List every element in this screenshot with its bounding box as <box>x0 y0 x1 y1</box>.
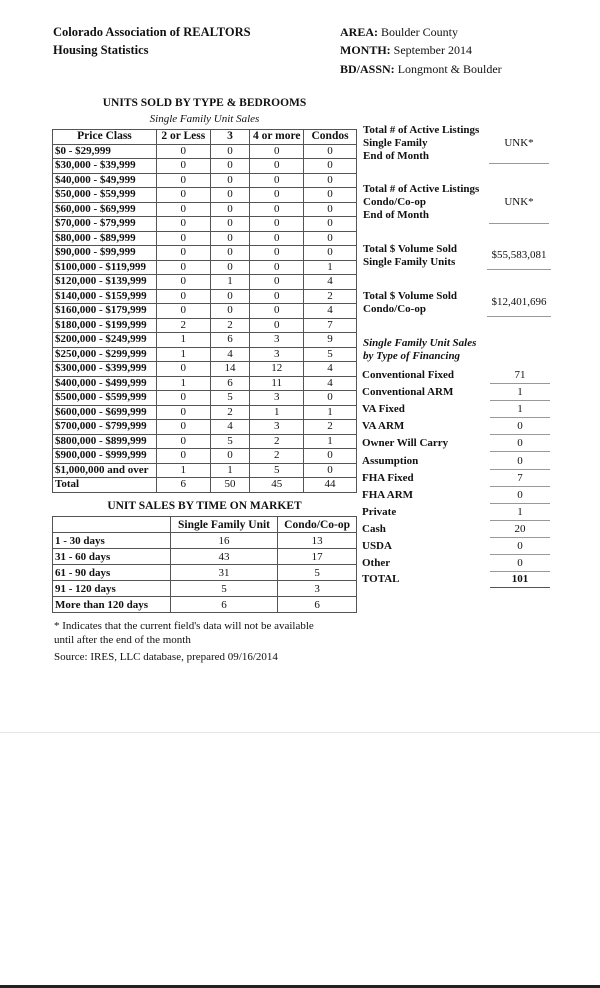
count-cell: 0 <box>210 231 250 246</box>
units-sold-row <box>53 405 357 420</box>
tom-col-blank <box>53 517 171 533</box>
tom-count-cell: 17 <box>278 549 357 565</box>
units-sold-row <box>53 289 357 304</box>
financing-type-label: Cash <box>362 522 386 535</box>
financing-type-label: Conventional ARM <box>362 386 454 399</box>
count-cell: 0 <box>210 202 250 217</box>
active-condo-label-3: End of Month <box>363 209 430 221</box>
count-cell: 3 <box>250 333 304 348</box>
price-class-cell: $40,000 - $49,999 <box>53 173 157 188</box>
count-cell: 0 <box>250 289 304 304</box>
vol-sf-label-2: Single Family Units <box>363 256 456 268</box>
count-cell: 0 <box>304 449 357 464</box>
units-sold-row <box>53 188 357 203</box>
price-class-cell: $0 - $29,999 <box>53 144 157 159</box>
assn-line <box>340 60 502 79</box>
col-4-or-more: 4 or more <box>250 130 304 145</box>
vol-sf-value: $55,583,081 <box>487 249 551 270</box>
count-cell: 4 <box>304 275 357 290</box>
count-cell: 4 <box>304 376 357 391</box>
count-cell: 1 <box>156 347 210 362</box>
count-cell: 4 <box>304 304 357 319</box>
col-price-class: Price Class <box>53 130 157 145</box>
vol-condo-label-2: Condo/Co-op <box>363 303 426 315</box>
price-class-cell: $50,000 - $59,999 <box>53 188 157 203</box>
count-cell: 0 <box>250 202 304 217</box>
price-class-cell: Total <box>53 478 157 493</box>
units-sold-row <box>53 347 357 362</box>
month-value: September 2014 <box>393 43 472 57</box>
count-cell: 0 <box>304 144 357 159</box>
price-class-cell: $60,000 - $69,999 <box>53 202 157 217</box>
col-3: 3 <box>210 130 250 145</box>
financing-count: 71 <box>490 368 550 384</box>
count-cell: 0 <box>156 144 210 159</box>
vol-condo-value: $12,401,696 <box>487 296 551 317</box>
count-cell: 11 <box>250 376 304 391</box>
count-cell: 0 <box>250 246 304 261</box>
count-cell: 0 <box>250 260 304 275</box>
price-class-cell: $100,000 - $119,999 <box>53 260 157 275</box>
tom-row <box>53 533 357 549</box>
tom-range-cell: 91 - 120 days <box>53 581 171 597</box>
count-cell: 0 <box>210 159 250 174</box>
financing-type-label: Other <box>362 557 391 570</box>
count-cell: 0 <box>156 275 210 290</box>
units-sold-row <box>53 202 357 217</box>
count-cell: 1 <box>250 405 304 420</box>
count-cell: 0 <box>156 188 210 203</box>
count-cell: 0 <box>210 449 250 464</box>
financing-count: 0 <box>490 436 550 452</box>
count-cell: 1 <box>210 275 250 290</box>
financing-type-label: Private <box>362 505 397 518</box>
price-class-cell: $30,000 - $39,999 <box>53 159 157 174</box>
tom-count-cell: 6 <box>278 597 357 613</box>
tom-range-cell: 1 - 30 days <box>53 533 171 549</box>
count-cell: 0 <box>304 231 357 246</box>
price-class-cell: $90,000 - $99,999 <box>53 246 157 261</box>
source-note: Source: IRES, LLC database, prepared 09/16/2014 <box>54 651 278 663</box>
count-cell: 5 <box>210 391 250 406</box>
financing-row <box>362 419 552 436</box>
count-cell: 1 <box>304 434 357 449</box>
count-cell: 3 <box>250 420 304 435</box>
financing-count: 1 <box>490 505 550 521</box>
units-sold-row <box>53 217 357 232</box>
tom-range-cell: 31 - 60 days <box>53 549 171 565</box>
financing-total-row <box>362 572 552 589</box>
financing-row <box>362 436 552 453</box>
count-cell: 6 <box>156 478 210 493</box>
footnote <box>54 620 354 647</box>
count-cell: 0 <box>250 173 304 188</box>
units-sold-row <box>53 391 357 406</box>
financing-count: 0 <box>490 539 550 555</box>
tom-count-cell: 31 <box>170 565 277 581</box>
count-cell: 0 <box>156 246 210 261</box>
financing-row <box>362 368 552 385</box>
count-cell: 0 <box>304 391 357 406</box>
financing-count: 7 <box>490 471 550 487</box>
price-class-cell: $1,000,000 and over <box>53 463 157 478</box>
financing-title <box>363 337 476 363</box>
count-cell: 0 <box>156 405 210 420</box>
count-cell: 2 <box>210 405 250 420</box>
financing-type-label: Assumption <box>362 454 419 467</box>
count-cell: 0 <box>210 260 250 275</box>
count-cell: 0 <box>156 391 210 406</box>
tom-row <box>53 549 357 565</box>
price-class-cell: $140,000 - $159,999 <box>53 289 157 304</box>
count-cell: 4 <box>210 347 250 362</box>
price-class-cell: $200,000 - $249,999 <box>53 333 157 348</box>
count-cell: 0 <box>156 449 210 464</box>
count-cell: 2 <box>250 434 304 449</box>
count-cell: 12 <box>250 362 304 377</box>
count-cell: 14 <box>210 362 250 377</box>
financing-count: 0 <box>490 419 550 435</box>
count-cell: 1 <box>304 405 357 420</box>
price-class-cell: $70,000 - $79,999 <box>53 217 157 232</box>
financing-count: 1 <box>490 402 550 418</box>
count-cell: 0 <box>304 202 357 217</box>
financing-title-2: by Type of Financing <box>363 350 461 362</box>
count-cell: 2 <box>156 318 210 333</box>
active-condo-label-2: Condo/Co-op <box>363 196 426 208</box>
units-sold-row <box>53 376 357 391</box>
price-class-cell: $80,000 - $89,999 <box>53 231 157 246</box>
price-class-cell: $400,000 - $499,999 <box>53 376 157 391</box>
financing-type-label: FHA Fixed <box>362 471 414 484</box>
units-sold-row <box>53 333 357 348</box>
units-sold-row <box>53 420 357 435</box>
tom-count-cell: 3 <box>278 581 357 597</box>
tom-col-condo: Condo/Co-op <box>278 517 357 533</box>
count-cell: 0 <box>250 159 304 174</box>
price-class-cell: $300,000 - $399,999 <box>53 362 157 377</box>
count-cell: 0 <box>250 144 304 159</box>
count-cell: 1 <box>210 463 250 478</box>
count-cell: 0 <box>156 420 210 435</box>
count-cell: 0 <box>156 304 210 319</box>
financing-type-label: VA ARM <box>362 420 405 433</box>
units-sold-title: UNITS SOLD BY TYPE & BEDROOMS <box>102 97 307 109</box>
count-cell: 0 <box>250 318 304 333</box>
financing-count: 20 <box>490 522 550 538</box>
active-sf-label <box>363 124 488 163</box>
report-subtitle: Housing Statistics <box>53 43 149 57</box>
count-cell: 2 <box>250 449 304 464</box>
units-sold-row <box>53 173 357 188</box>
count-cell: 0 <box>156 202 210 217</box>
units-sold-row <box>53 463 357 478</box>
active-sf-value: UNK* <box>489 137 549 164</box>
tom-row <box>53 565 357 581</box>
count-cell: 0 <box>210 173 250 188</box>
count-cell: 5 <box>304 347 357 362</box>
financing-type-label: Owner Will Carry <box>362 437 449 450</box>
units-sold-table <box>52 129 357 493</box>
financing-row <box>362 454 552 471</box>
units-sold-row <box>53 318 357 333</box>
count-cell: 4 <box>304 362 357 377</box>
financing-row <box>362 471 552 488</box>
org-title: Colorado Association of REALTORS <box>53 25 251 39</box>
units-sold-row <box>53 260 357 275</box>
financing-row <box>362 385 552 402</box>
count-cell: 6 <box>210 333 250 348</box>
count-cell: 0 <box>156 362 210 377</box>
price-class-cell: $900,000 - $999,999 <box>53 449 157 464</box>
price-class-cell: $700,000 - $799,999 <box>53 420 157 435</box>
active-sf-label-3: End of Month <box>363 150 430 162</box>
tom-count-cell: 5 <box>278 565 357 581</box>
count-cell: 44 <box>304 478 357 493</box>
count-cell: 5 <box>250 463 304 478</box>
price-class-cell: $800,000 - $899,999 <box>53 434 157 449</box>
count-cell: 0 <box>304 188 357 203</box>
area-line <box>340 23 458 42</box>
count-cell: 0 <box>250 217 304 232</box>
count-cell: 0 <box>210 144 250 159</box>
price-class-cell: $160,000 - $179,999 <box>53 304 157 319</box>
count-cell: 0 <box>210 188 250 203</box>
count-cell: 0 <box>210 304 250 319</box>
units-sold-row <box>53 434 357 449</box>
month-line <box>340 41 472 60</box>
count-cell: 2 <box>304 420 357 435</box>
count-cell: 0 <box>156 159 210 174</box>
assn-label: BD/ASSN: <box>340 62 395 76</box>
count-cell: 0 <box>250 188 304 203</box>
tom-count-cell: 5 <box>170 581 277 597</box>
tom-count-cell: 6 <box>170 597 277 613</box>
time-on-market-title: UNIT SALES BY TIME ON MARKET <box>107 500 302 512</box>
count-cell: 0 <box>156 217 210 232</box>
active-condo-label <box>363 183 488 222</box>
count-cell: 6 <box>210 376 250 391</box>
financing-count: 0 <box>490 556 550 572</box>
count-cell: 1 <box>156 376 210 391</box>
count-cell: 50 <box>210 478 250 493</box>
financing-row <box>362 522 552 539</box>
units-sold-row <box>53 159 357 174</box>
count-cell: 9 <box>304 333 357 348</box>
units-sold-header-row <box>53 130 357 145</box>
units-sold-row <box>53 231 357 246</box>
count-cell: 0 <box>210 246 250 261</box>
price-class-cell: $600,000 - $699,999 <box>53 405 157 420</box>
count-cell: 5 <box>210 434 250 449</box>
financing-row <box>362 556 552 573</box>
financing-title-1: Single Family Unit Sales <box>363 337 477 349</box>
financing-total-value: 101 <box>490 572 550 588</box>
area-label: AREA: <box>340 25 378 39</box>
financing-count: 1 <box>490 385 550 401</box>
area-value: Boulder County <box>381 25 458 39</box>
financing-row <box>362 539 552 556</box>
tom-range-cell: 61 - 90 days <box>53 565 171 581</box>
count-cell: 0 <box>156 260 210 275</box>
units-sold-row <box>53 144 357 159</box>
price-class-cell: $250,000 - $299,999 <box>53 347 157 362</box>
count-cell: 1 <box>304 260 357 275</box>
financing-type-label: FHA ARM <box>362 488 414 501</box>
units-sold-row <box>53 246 357 261</box>
count-cell: 0 <box>250 231 304 246</box>
count-cell: 3 <box>250 347 304 362</box>
financing-count: 0 <box>490 488 550 504</box>
count-cell: 3 <box>250 391 304 406</box>
units-sold-row <box>53 304 357 319</box>
tom-range-cell: More than 120 days <box>53 597 171 613</box>
active-condo-value: UNK* <box>489 196 549 224</box>
financing-row <box>362 505 552 522</box>
count-cell: 0 <box>304 246 357 261</box>
count-cell: 7 <box>304 318 357 333</box>
tom-count-cell: 43 <box>170 549 277 565</box>
page-fold <box>0 732 600 733</box>
time-on-market-table <box>52 516 357 613</box>
count-cell: 0 <box>156 173 210 188</box>
financing-total-label: TOTAL <box>362 573 400 585</box>
count-cell: 1 <box>156 463 210 478</box>
month-label: MONTH: <box>340 43 391 57</box>
count-cell: 1 <box>156 333 210 348</box>
tom-count-cell: 13 <box>278 533 357 549</box>
count-cell: 0 <box>210 217 250 232</box>
financing-type-label: USDA <box>362 540 392 552</box>
count-cell: 4 <box>210 420 250 435</box>
count-cell: 45 <box>250 478 304 493</box>
financing-row <box>362 402 552 419</box>
active-sf-label-2: Single Family <box>363 137 428 149</box>
units-sold-row <box>53 275 357 290</box>
vol-sf-label-1: Total $ Volume Sold <box>363 243 458 255</box>
footnote-line-1: * Indicates that the current field's data will not be available <box>54 620 314 632</box>
tom-row <box>53 597 357 613</box>
count-cell: 0 <box>304 217 357 232</box>
count-cell: 0 <box>250 275 304 290</box>
count-cell: 0 <box>304 159 357 174</box>
vol-condo-label <box>363 290 488 316</box>
count-cell: 0 <box>156 289 210 304</box>
tom-count-cell: 16 <box>170 533 277 549</box>
units-sold-row <box>53 362 357 377</box>
count-cell: 0 <box>304 173 357 188</box>
count-cell: 2 <box>210 318 250 333</box>
financing-row <box>362 488 552 505</box>
financing-type-label: Conventional Fixed <box>362 369 454 381</box>
count-cell: 0 <box>156 434 210 449</box>
vol-sf-label <box>363 243 488 269</box>
tom-col-single-family: Single Family Unit <box>170 517 277 533</box>
count-cell: 0 <box>210 289 250 304</box>
tom-header-row <box>53 517 357 533</box>
price-class-cell: $500,000 - $599,999 <box>53 391 157 406</box>
footnote-line-2: until after the end of the month <box>54 633 191 646</box>
count-cell: 0 <box>156 231 210 246</box>
active-sf-label-1: Total # of Active Listings <box>363 124 480 136</box>
units-sold-row <box>53 478 357 493</box>
units-sold-row <box>53 449 357 464</box>
price-class-cell: $120,000 - $139,999 <box>53 275 157 290</box>
count-cell: 0 <box>250 304 304 319</box>
units-sold-subtitle: Single Family Unit Sales <box>149 113 260 125</box>
vol-condo-label-1: Total $ Volume Sold <box>363 290 458 302</box>
price-class-cell: $180,000 - $199,999 <box>53 318 157 333</box>
count-cell: 0 <box>304 463 357 478</box>
financing-type-label: VA Fixed <box>362 403 405 416</box>
col-2-or-less: 2 or Less <box>156 130 210 145</box>
tom-row <box>53 581 357 597</box>
count-cell: 2 <box>304 289 357 304</box>
col-condos: Condos <box>304 130 357 145</box>
active-condo-label-1: Total # of Active Listings <box>363 183 480 195</box>
financing-count: 0 <box>490 454 550 470</box>
assn-value: Longmont & Boulder <box>397 62 502 76</box>
